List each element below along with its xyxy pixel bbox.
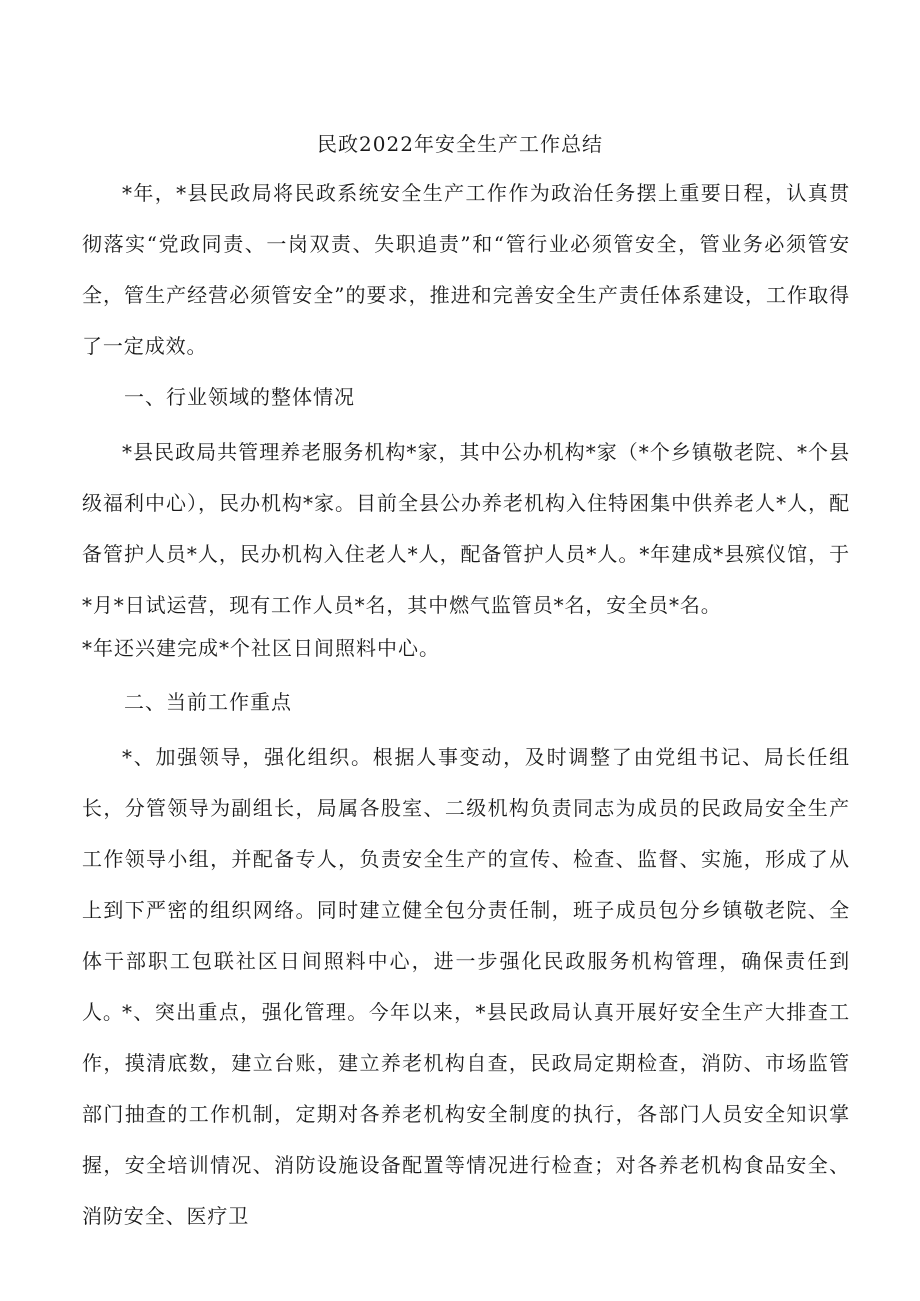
section-1-extra-line: *年还兴建完成*个社区日间照料中心。	[82, 636, 440, 660]
section-2-paragraph-1: *、加强领导，强化组织。根据人事变动，及时调整了由党组书记、局长任组长，分管领导为副组长，局属各股室、二级机构负责同志为成员的民政局安全生产工作领导小组，并配备专人，负责安全生产的宣传、检查、监督、实施，形成了从上到下严密的组织网络。同时建立健全包分责任制，班子成员包分乡镇敬老院、全体干部职工包联社区日间照料中心，进一步强化民政服务机构管理，确保责任到人。	[82, 745, 850, 1024]
intro-paragraph: *年，*县民政局将民政系统安全生产工作作为政治任务摆上重要日程，认真贯彻落实“党政同责、一岗双责、失职追责”和“管行业必须管安全，管业务必须管安全，管生产经营必须管安全”的要求，推进和完善安全生产责任体系建设，工作取得了一定成效。	[82, 181, 850, 358]
section-2-heading: 二、当前工作重点	[124, 690, 292, 714]
section-2-paragraph-2: *、突出重点，强化管理。今年以来，*县民政局认真开展好安全生产大排查工作，摸清底数，建立台账，建立养老机构自查，民政局定期检查，消防、市场监管部门抽查的工作机制，定期对各养老机构安全制度的执行，各部门人员安全知识掌握，安全培训情况、消防设施设备配置等情况进行检查；对各养老机构食品安全、消防安全、医疗卫	[82, 1000, 850, 1228]
document-title: 民政2022年安全生产工作总结	[317, 132, 603, 156]
section-1-paragraph: *县民政局共管理养老服务机构*家，其中公办机构*家（*个乡镇敬老院、*个县级福利中心），民办机构*家。目前全县公办养老机构入住特困集中供养老人*人，配备管护人员*人，民办机构入住老人*人，配备管护人员*人。*年建成*县殡仪馆，于*月*日试运营，现有工作人员*名，其中燃气监管员*名，安全员*名。	[82, 440, 850, 617]
section-1-heading: 一、行业领域的整体情况	[124, 385, 355, 409]
